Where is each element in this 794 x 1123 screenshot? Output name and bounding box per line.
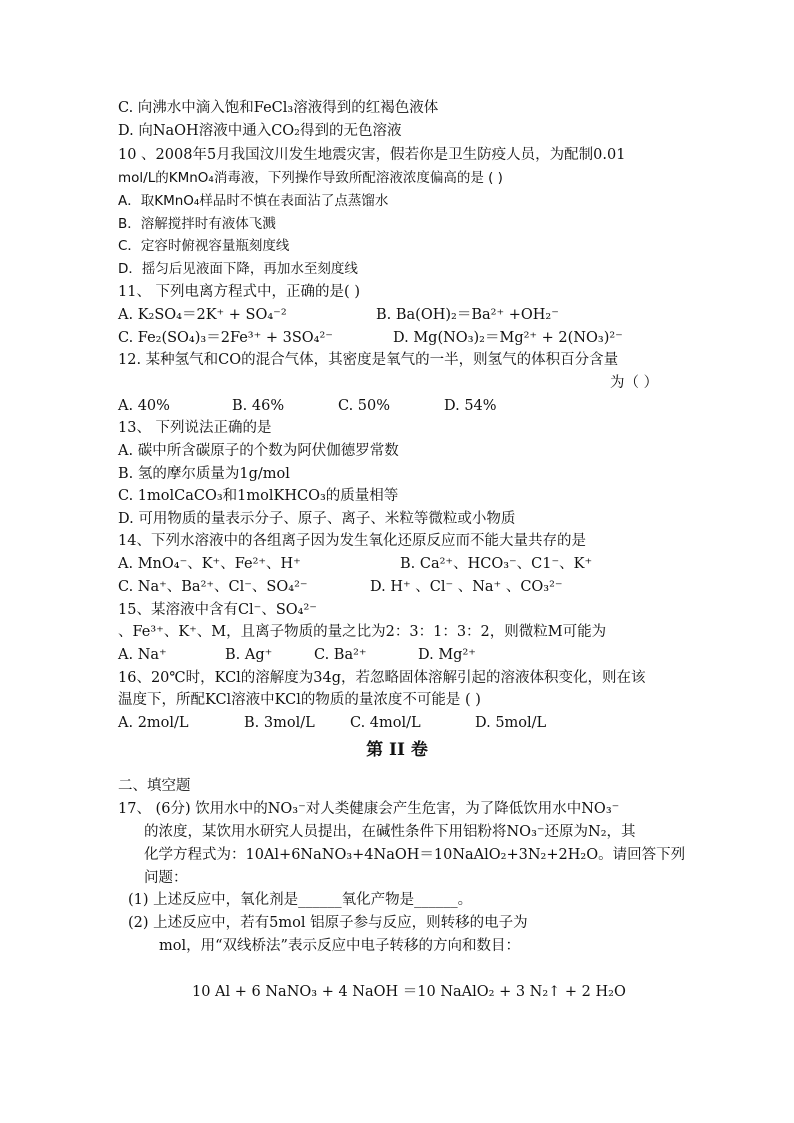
q10-option-a: A．取KMnO₄样品时不慎在表面沾了点蒸馏水 [118, 193, 389, 209]
q9-option-d: D. 向NaOH溶液中通入CO₂得到的无色溶液 [118, 123, 402, 139]
q16-option-a: A. 2mol/L [118, 715, 189, 731]
q11-option-b: B. Ba(OH)₂＝Ba²⁺ +OH₂⁻ [376, 307, 559, 323]
q17-line3: 化学方程式为：10Al+6NaNO₃+4NaOH＝10NaAlO₂+3N₂+2H₂O。请回答下列 [144, 847, 686, 863]
q14-option-c: C. Na⁺、Ba²⁺、Cl⁻、SO₄²⁻ [118, 579, 308, 595]
q16-option-b: B. 3mol/L [244, 715, 315, 731]
q14-option-b: B. Ca²⁺、HCO₃⁻、C1⁻、K⁺ [400, 556, 593, 572]
q17-sub1: (1) 上述反应中，氧化剂是______氧化产物是______。 [128, 892, 473, 908]
q15-option-b: B. Ag⁺ [225, 647, 273, 663]
part2-heading: 二、填空题 [118, 778, 191, 794]
q13-option-d: D. 可用物质的量表示分子、原子、离子、米粒等微粒或小物质 [118, 511, 516, 527]
q11-option-a: A. K₂SO₄＝2K⁺ + SO₄⁻² [118, 307, 287, 323]
q16-stem-line2: 温度下，所配KCl溶液中KCl的物质的量浓度不可能是 ( ) [118, 692, 481, 708]
q12-option-a: A. 40% [118, 398, 170, 414]
q14-option-a: A. MnO₄⁻、K⁺、Fe²⁺、H⁺ [118, 556, 301, 572]
q10-option-c: C．定容时俯视容量瓶刻度线 [118, 238, 290, 254]
q10-stem-line2: mol/L的KMnO₄消毒液，下列操作导致所配溶液浓度偏高的是 ( ) [118, 170, 503, 186]
q13-option-c: C. 1molCaCO₃和1molKHCO₃的质量相等 [118, 488, 399, 504]
q12-stem: 12. 某种氢气和CO的混合气体，其密度是氧气的一半，则氢气的体积百分含量 [118, 352, 619, 368]
q14-option-d: D. H⁺ 、Cl⁻ 、Na⁺ 、CO₃²⁻ [370, 579, 563, 595]
q11-stem: 11、 下列电离方程式中，正确的是( ) [118, 284, 360, 300]
q11-option-d: D. Mg(NO₃)₂＝Mg²⁺ + 2(NO₃)²⁻ [393, 330, 623, 346]
q9-option-c: C. 向沸水中滴入饱和FeCl₃溶液得到的红褐色液体 [118, 100, 439, 116]
q13-option-b: B. 氢的摩尔质量为1g/mol [118, 466, 290, 482]
q17-sub2-line2: mol，用“双线桥法”表示反应中电子转移的方向和数目： [159, 938, 520, 954]
q15-option-c: C. Ba²⁺ [314, 647, 367, 663]
reaction-equation: 10 Al + 6 NaNO₃ + 4 NaOH ＝10 NaAlO₂ + 3 N₂↑ + 2 H₂O [192, 984, 626, 1000]
q16-option-c: C. 4mol/L [350, 715, 421, 731]
q10-stem-line1: 10 、2008年5月我国汶川发生地震灾害，假若你是卫生防疫人员，为配制0.01 [118, 147, 626, 163]
q10-option-b: B．溶解搅拌时有液体飞溅 [118, 216, 276, 232]
q13-stem: 13、 下列说法正确的是 [118, 420, 272, 436]
q15-option-a: A. Na⁺ [118, 647, 167, 663]
q16-stem: 16、20℃时，KCl的溶解度为34g，若忽略固体溶解引起的溶液体积变化，则在该 [118, 670, 646, 686]
q16-option-d: D. 5mol/L [475, 715, 547, 731]
q12-option-c: C. 50% [338, 398, 391, 414]
q17-sub2: (2) 上述反应中，若有5mol 铝原子参与反应，则转移的电子为 [128, 915, 528, 931]
q12-stem-tail: 为（ ） [610, 375, 659, 391]
q17-line2: 的浓度，某饮用水研究人员提出，在碱性条件下用铝粉将NO₃⁻还原为N₂，其 [144, 824, 636, 840]
q13-option-a: A. 碳中所含碳原子的个数为阿伏伽德罗常数 [118, 443, 399, 459]
section-title: 第 II 卷 [366, 740, 428, 760]
q10-option-d: D．摇匀后见液面下降，再加水至刻度线 [118, 261, 358, 277]
q17-line1: 17、 (6分) 饮用水中的NO₃⁻对人类健康会产生危害，为了降低饮用水中NO₃⁻ [118, 801, 620, 817]
q11-option-c: C. Fe₂(SO₄)₃＝2Fe³⁺ + 3SO₄²⁻ [118, 330, 333, 346]
q15-stem: 15、某溶液中含有Cl⁻、SO₄²⁻ [118, 602, 317, 618]
q17-line4: 问题： [144, 870, 188, 886]
q15-stem-line2: 、Fe³⁺、K⁺、M，且离子物质的量之比为2：3：1：3：2，则微粒M可能为 [118, 624, 607, 640]
q14-stem: 14、下列水溶液中的各组离子因为发生氧化还原反应而不能大量共存的是 [118, 533, 586, 549]
q12-option-b: B. 46% [232, 398, 285, 414]
q12-option-d: D. 54% [444, 398, 497, 414]
q15-option-d: D. Mg²⁺ [418, 647, 476, 663]
